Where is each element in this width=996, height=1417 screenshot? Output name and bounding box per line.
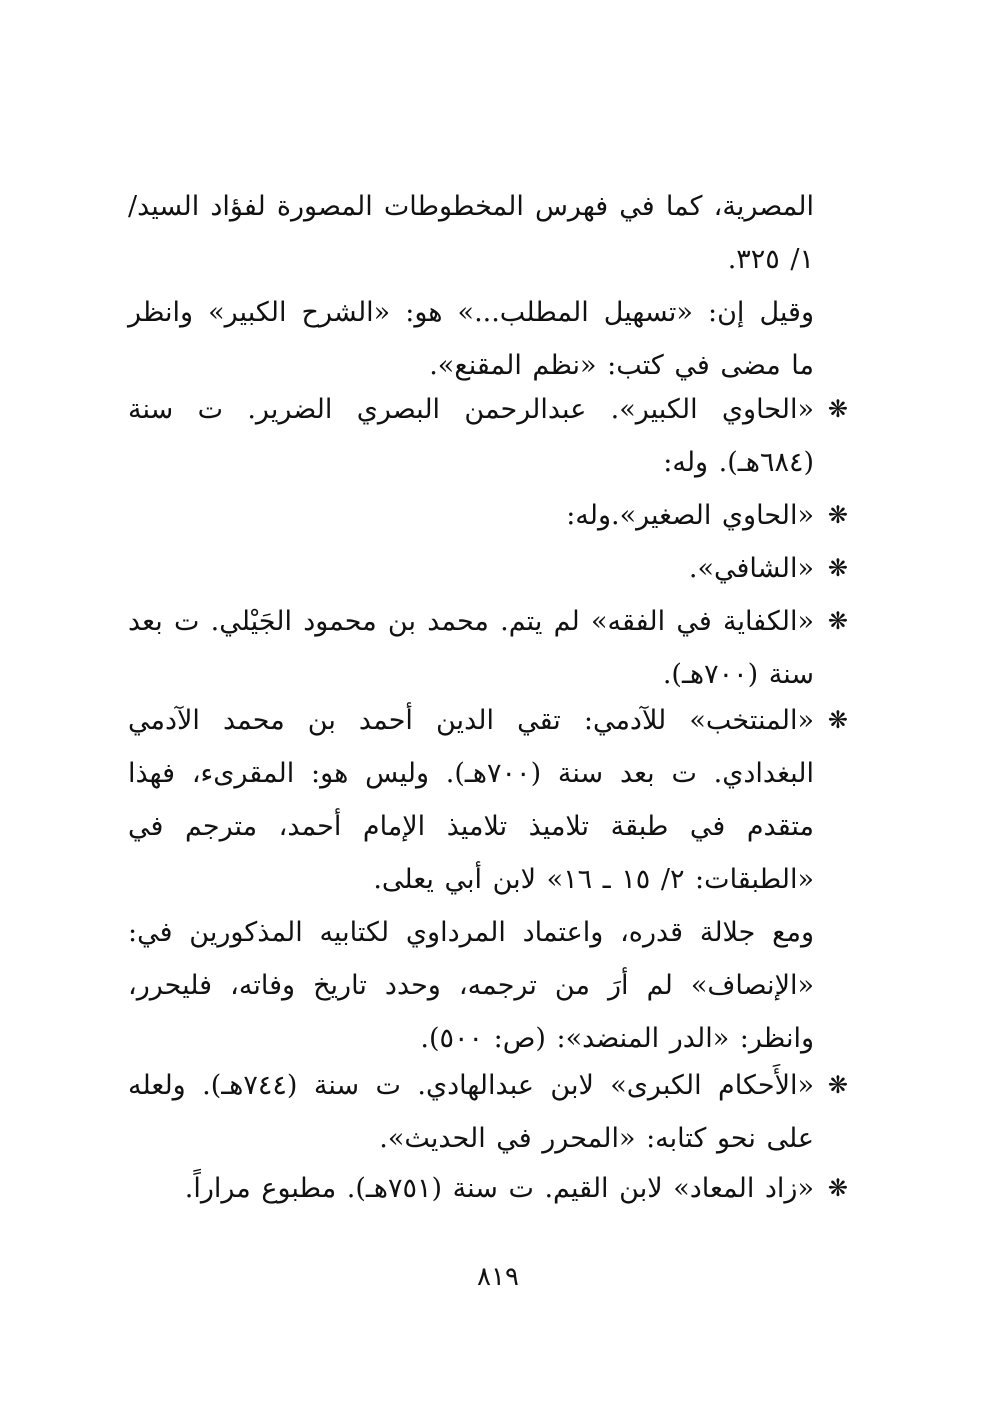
bullet-icon: ❋ (827, 1174, 848, 1202)
bullet-icon: ❋ (827, 395, 848, 423)
entry-hawi-kabir: «الحاوي الكبير». عبدالرحمن البصري الضرير. ت سنة (٦٨٤هـ). وله: (128, 394, 814, 478)
bullet-icon: ❋ (827, 554, 848, 582)
bullet-icon: ❋ (827, 607, 848, 635)
entry-hawi-saghir: «الحاوي الصغير».وله: (566, 500, 814, 531)
entry-muntakhab: «المنتخب» للآدمي: تقي الدين أحمد بن محمد الآدمي البغدادي. ت بعد سنة (٧٠٠هـ). وليس هو: المقرىء، فهذا متقدم في طبقة تلاميذ تلاميذ الإمام أحمد، مترجم في «الطبقات: ٢/ ١٥ ـ ١٦» لابن أبي يعلى. (128, 705, 814, 895)
entry-shafi: «الشافي». (688, 553, 814, 584)
paragraph-continuation: المصرية، كما في فهرس المخطوطات المصورة لفؤاد السيد/ ١/ ٣٢٥. (128, 191, 814, 275)
paragraph-commentary: ومع جلالة قدره، واعتماد المرداوي لكتابيه المذكورين في: «الإنصاف» لم أرَ من ترجمه، وحدد تاريخ وفاته، فليحرر، وانظر: «الدر المنضد»: (ص: ٥٠٠). (128, 917, 814, 1054)
entry-zad-maad: «زاد المعاد» لابن القيم. ت سنة (٧٥١هـ). مطبوع مراراً. (184, 1173, 814, 1204)
bullet-icon: ❋ (827, 1071, 848, 1099)
paragraph-note: وقيل إن: «تسهيل المطلب...» هو: «الشرح الكبير» وانظر ما مضى في كتب: «نظم المقنع». (128, 297, 814, 381)
bullet-icon: ❋ (827, 501, 848, 529)
page-number: ٨١٩ (477, 1262, 519, 1292)
entry-ahkam-kubra: «الأَحكام الكبرى» لابن عبدالهادي. ت سنة (٧٤٤هـ). ولعله على نحو كتابه: «المحرر في الحديث». (128, 1070, 814, 1154)
bullet-icon: ❋ (827, 706, 848, 734)
entry-kifaya: «الكفاية في الفقه» لم يتم. محمد بن محمود الجَيْلي. ت بعد سنة (٧٠٠هـ). (128, 606, 815, 690)
